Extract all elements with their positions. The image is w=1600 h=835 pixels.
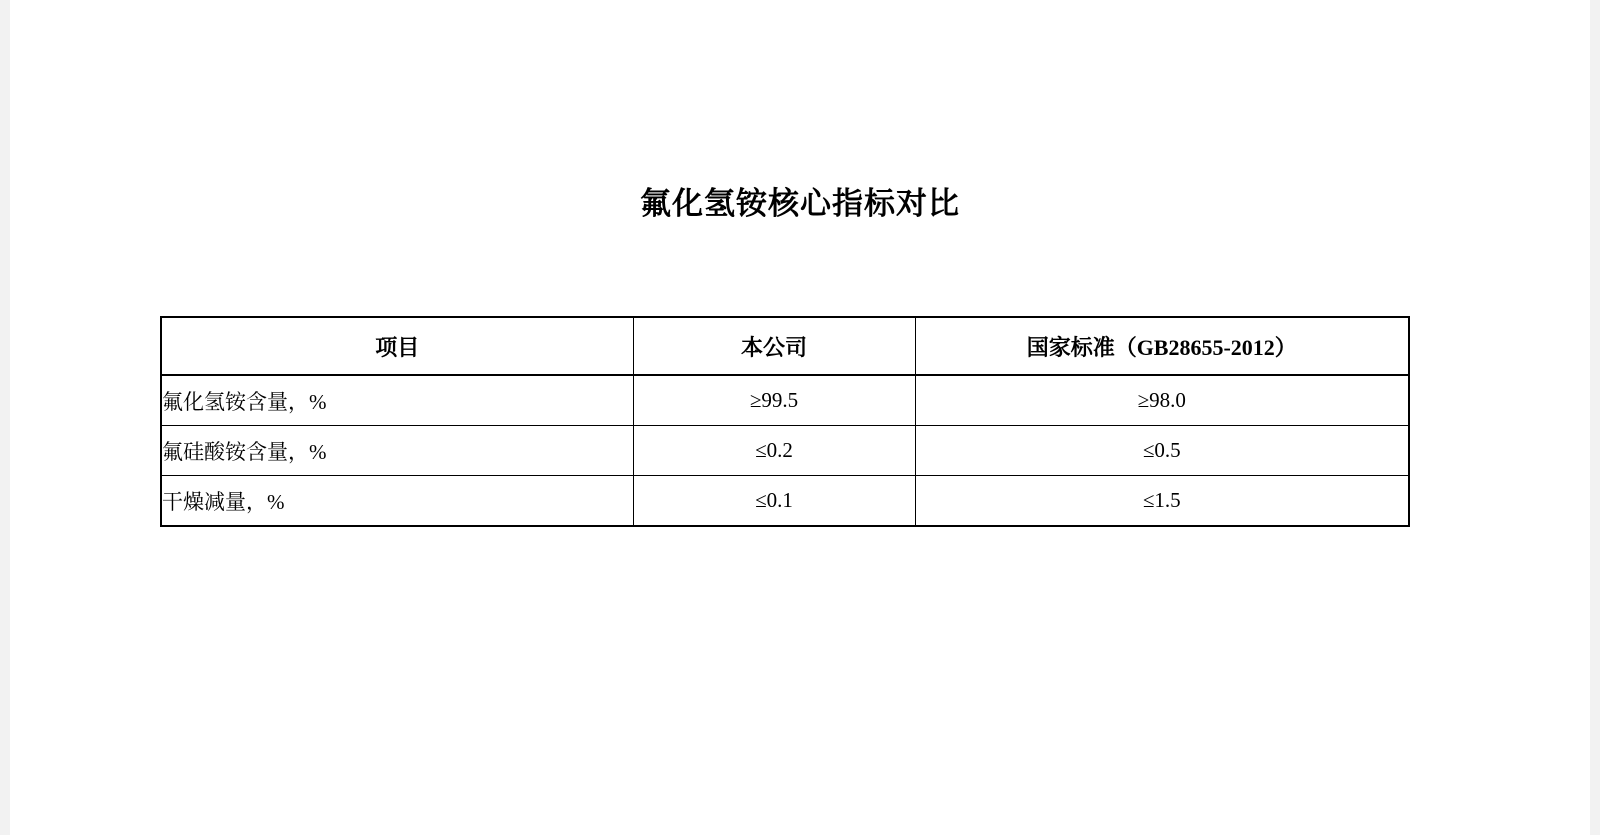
comparison-table bbox=[160, 316, 1410, 527]
cell-ours: ≥99.5 bbox=[633, 375, 915, 426]
page-edge-left bbox=[0, 0, 10, 835]
table-header-row bbox=[161, 317, 1409, 375]
column-header-item: 项目 bbox=[161, 317, 633, 375]
table-row bbox=[161, 426, 1409, 476]
table-row bbox=[161, 375, 1409, 426]
page-title: 氟化氢铵核心指标对比 bbox=[640, 186, 960, 221]
table-row bbox=[161, 476, 1409, 527]
cell-standard: ≥98.0 bbox=[915, 375, 1409, 426]
cell-standard: ≤0.5 bbox=[915, 426, 1409, 476]
cell-item: 氟化氢铵含量，% bbox=[161, 375, 633, 426]
cell-item: 干燥减量，% bbox=[161, 476, 633, 527]
page-edge-right bbox=[1590, 0, 1600, 835]
column-header-standard: 国家标准（GB28655-2012） bbox=[915, 317, 1409, 375]
comparison-table-container bbox=[160, 316, 1408, 527]
cell-ours: ≤0.2 bbox=[633, 426, 915, 476]
column-header-ours: 本公司 bbox=[633, 317, 915, 375]
cell-ours: ≤0.1 bbox=[633, 476, 915, 527]
cell-item: 氟硅酸铵含量，% bbox=[161, 426, 633, 476]
cell-standard: ≤1.5 bbox=[915, 476, 1409, 527]
